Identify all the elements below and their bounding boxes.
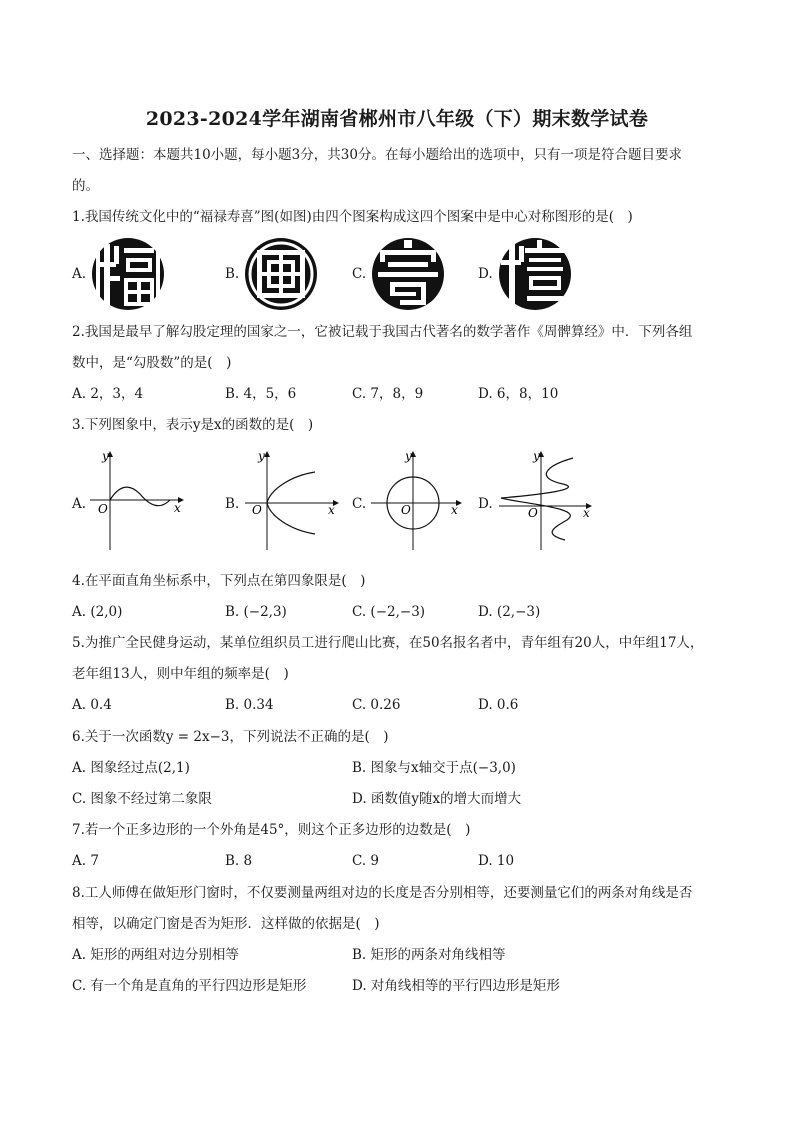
q3-option-c-label: C. [352, 496, 367, 512]
q5-option-a: A. 0.4 [72, 697, 112, 713]
q7-stem: 7.若一个正多边形的一个外角是45°，则这个正多边形的边数是( ) [72, 822, 471, 838]
q4-option-d: D. (2,−3) [478, 604, 541, 620]
q6-option-a: A. 图象经过点(2,1) [72, 760, 190, 776]
q3-c-origin: O [401, 503, 411, 517]
q5-option-d: D. 0.6 [478, 697, 519, 713]
q1-option-d-label: D. [478, 266, 493, 282]
q7-option-d: D. 10 [478, 853, 515, 869]
q6-stem: 6.关于一次函数y = 2x−3，下列说法不正确的是( ) [72, 729, 389, 745]
q2-option-a: A. 2，3，4 [72, 386, 144, 402]
q3-graph-d [495, 448, 605, 553]
lu-character-icon [243, 236, 319, 312]
q5-option-c: C. 0.26 [352, 697, 401, 713]
section-header-line2: 的。 [72, 178, 99, 194]
q7-option-b: B. 8 [225, 853, 253, 869]
q1-option-b-label: B. [225, 266, 240, 282]
q3-option-b-label: B. [225, 496, 240, 512]
q4-option-c: C. (−2,−3) [352, 604, 426, 620]
q3-graph-b [240, 448, 350, 553]
q8-option-a: A. 矩形的两组对边分别相等 [72, 947, 239, 963]
section-header-line1: 一、选择题：本题共10小题，每小题3分，共30分。在每小题给出的选项中，只有一项是符合题目要求 [72, 147, 682, 163]
q8-option-c: C. 有一个角是直角的平行四边形是矩形 [72, 978, 307, 994]
q8-option-b: B. 矩形的两条对角线相等 [352, 947, 506, 963]
q3-stem: 3.下列图象中，表示y是x的函数的是( ) [72, 417, 314, 433]
q3-b-y-label: y [258, 449, 265, 463]
q3-d-origin: O [528, 506, 538, 520]
q4-stem: 4.在平面直角坐标系中，下列点在第四象限是( ) [72, 573, 366, 589]
q3-option-a-label: A. [72, 496, 87, 512]
q1-stem: 1.我国传统文化中的“福禄寿喜”图(如图)由四个图案构成这四个图案中是中心对称图形的是( ) [72, 209, 633, 225]
q3-b-x-label: x [328, 503, 335, 517]
shou-character-icon [370, 236, 446, 312]
fu-character-icon [90, 236, 166, 312]
q3-a-origin: O [98, 502, 108, 516]
q8-stem-line1: 8.工人师傅在做矩形门窗时，不仅要测量两组对边的长度是否分别相等，还要测量它们的两条对角线是否 [72, 885, 693, 901]
q2-option-b: B. 4，5，6 [225, 386, 297, 402]
q2-option-d: D. 6，8，10 [478, 386, 559, 402]
q8-option-d: D. 对角线相等的平行四边形是矩形 [352, 978, 560, 994]
q6-option-b: B. 图象与x轴交于点(−3,0) [352, 760, 516, 776]
q1-option-a-label: A. [72, 266, 87, 282]
q3-d-x-label: x [583, 506, 590, 520]
page-title: 2023-2024学年湖南省郴州市八年级（下）期末数学试卷 [145, 108, 649, 130]
xi-character-icon [497, 236, 573, 312]
q5-stem-line2: 老年组13人，则中年组的频率是( ) [72, 666, 289, 682]
q3-a-y-label: y [102, 449, 109, 463]
q2-option-c: C. 7，8，9 [352, 386, 424, 402]
q7-option-c: C. 9 [352, 853, 380, 869]
q7-option-a: A. 7 [72, 853, 99, 869]
q2-stem-line1: 2.我国是最早了解勾股定理的国家之一，它被记载于我国古代著名的数学著作《周髀算经》中．下列各组 [72, 324, 693, 340]
q4-option-a: A. (2,0) [72, 604, 123, 620]
q5-option-b: B. 0.34 [225, 697, 274, 713]
q6-option-c: C. 图象不经过第二象限 [72, 791, 212, 807]
q3-c-x-label: x [451, 503, 458, 517]
q4-option-b: B. (−2,3) [225, 604, 287, 620]
q3-graph-c [365, 448, 475, 553]
q1-option-c-label: C. [352, 266, 367, 282]
q3-graph-a [88, 448, 198, 553]
q3-a-x-label: x [174, 501, 181, 515]
q3-option-d-label: D. [478, 496, 493, 512]
q6-option-d: D. 函数值y随x的增大而增大 [352, 791, 522, 807]
q3-b-origin: O [252, 503, 262, 517]
q5-stem-line1: 5.为推广全民健身运动，某单位组织员工进行爬山比赛，在50名报名者中，青年组有20人，中年组17人， [72, 635, 704, 651]
q3-c-y-label: y [405, 449, 412, 463]
q8-stem-line2: 相等，以确定门窗是否为矩形．这样做的依据是( ) [72, 916, 380, 932]
q2-stem-line2: 数中，是“勾股数”的是( ) [72, 355, 232, 371]
q3-d-y-label: y [533, 449, 540, 463]
